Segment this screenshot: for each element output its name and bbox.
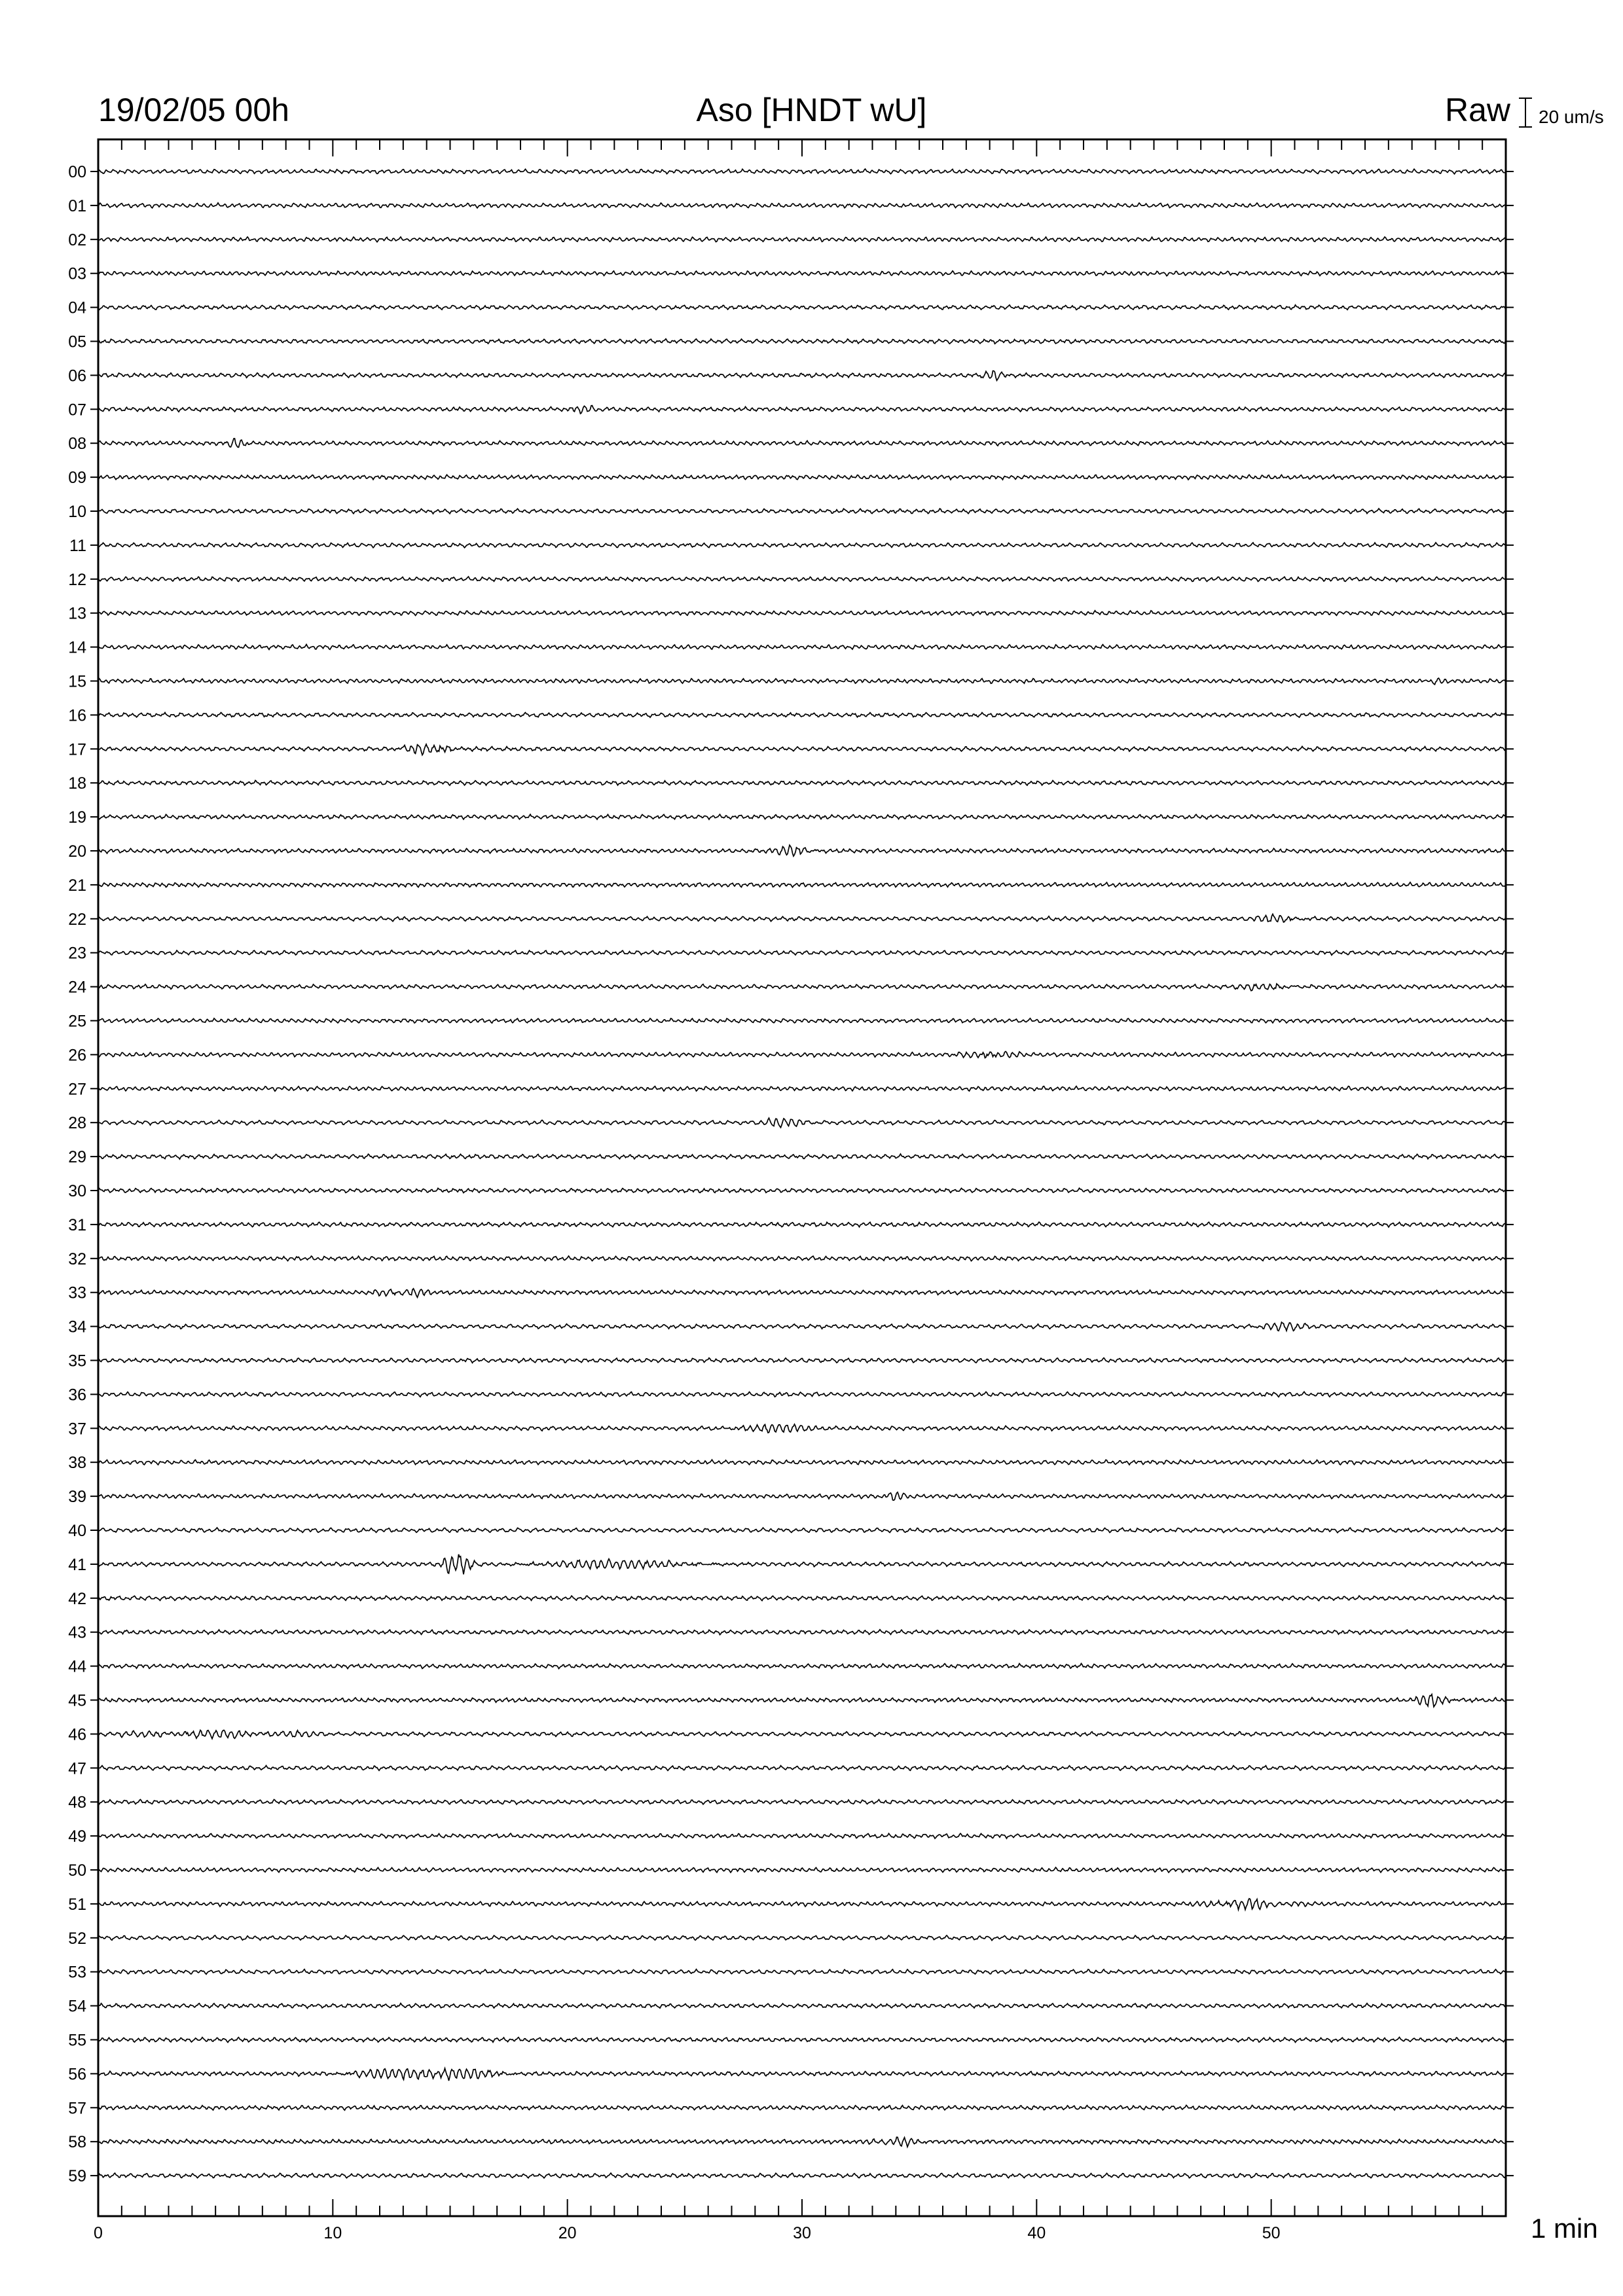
x-tick-label: 0: [94, 2224, 103, 2242]
trace-row-02: [98, 237, 1506, 242]
trace-row-54: [98, 2003, 1506, 2009]
scale-bar-label: 20 um/s: [1539, 107, 1604, 127]
trace-row-25: [98, 1018, 1506, 1023]
trace-row-10: [98, 509, 1506, 514]
trace-row-45: [98, 1695, 1506, 1707]
row-label: 25: [68, 1012, 86, 1031]
record-datetime: 19/02/05 00h: [98, 92, 289, 128]
row-label: 10: [68, 503, 86, 521]
x-axis-unit-label: 1 min: [1531, 2213, 1598, 2244]
mode-label: Raw: [1444, 92, 1510, 128]
row-label: 59: [68, 2167, 86, 2186]
trace-row-51: [98, 1899, 1506, 1910]
row-label-group: [68, 163, 1514, 2185]
trace-group: [98, 169, 1506, 2178]
trace-row-22: [98, 914, 1506, 922]
row-label: 31: [68, 1215, 86, 1234]
trace-row-24: [98, 984, 1506, 991]
trace-row-52: [98, 1935, 1506, 1941]
trace-row-07: [98, 406, 1506, 414]
row-label: 08: [68, 435, 86, 454]
trace-row-28: [98, 1118, 1506, 1128]
row-label: 09: [68, 469, 86, 488]
trace-row-26: [98, 1052, 1506, 1058]
row-label: 49: [68, 1827, 86, 1846]
trace-row-03: [98, 271, 1506, 276]
row-label: 38: [68, 1454, 86, 1473]
trace-row-09: [98, 475, 1506, 480]
trace-row-13: [98, 611, 1506, 616]
row-label: 43: [68, 1623, 86, 1642]
trace-row-53: [98, 1969, 1506, 1975]
row-label: 02: [68, 230, 86, 249]
x-tick-label: 50: [1262, 2224, 1281, 2242]
trace-row-41: [98, 1554, 1506, 1575]
row-label: 33: [68, 1283, 86, 1302]
trace-row-17: [98, 744, 1506, 755]
row-label: 55: [68, 2031, 86, 2050]
row-label: 47: [68, 1759, 86, 1778]
trace-row-00: [98, 169, 1506, 174]
trace-row-23: [98, 950, 1506, 956]
row-label: 06: [68, 367, 86, 386]
x-tick-label: 40: [1027, 2224, 1046, 2242]
trace-row-29: [98, 1154, 1506, 1159]
trace-row-43: [98, 1630, 1506, 1635]
trace-row-50: [98, 1867, 1506, 1873]
x-tick-label: 20: [558, 2224, 577, 2242]
trace-row-01: [98, 203, 1506, 208]
trace-row-46: [98, 1730, 1506, 1738]
row-label: 22: [68, 910, 86, 929]
row-label: 20: [68, 842, 86, 861]
row-label: 30: [68, 1182, 86, 1200]
trace-row-15: [98, 678, 1506, 685]
trace-row-42: [98, 1596, 1506, 1601]
row-label: 35: [68, 1352, 86, 1371]
trace-row-14: [98, 645, 1506, 650]
row-label: 21: [68, 876, 86, 895]
row-label: 54: [68, 1997, 86, 2016]
row-label: 18: [68, 774, 86, 793]
trace-row-21: [98, 882, 1506, 888]
row-label: 05: [68, 332, 86, 351]
row-label: 58: [68, 2133, 86, 2152]
row-label: 15: [68, 672, 86, 691]
row-label: 04: [68, 298, 86, 317]
trace-row-04: [98, 305, 1506, 310]
trace-row-57: [98, 2106, 1506, 2111]
row-label: 23: [68, 944, 86, 963]
row-label: 51: [68, 1895, 86, 1914]
trace-row-37: [98, 1424, 1506, 1433]
x-tick-label: 30: [793, 2224, 811, 2242]
trace-row-20: [98, 845, 1506, 856]
row-label: 17: [68, 740, 86, 759]
trace-row-30: [98, 1188, 1506, 1193]
trace-row-38: [98, 1460, 1506, 1465]
trace-row-40: [98, 1528, 1506, 1533]
trace-row-16: [98, 713, 1506, 718]
row-label: 57: [68, 2099, 86, 2118]
row-label: 32: [68, 1249, 86, 1268]
trace-row-56: [98, 2068, 1506, 2081]
row-label: 48: [68, 1793, 86, 1812]
trace-row-59: [98, 2173, 1506, 2178]
trace-row-48: [98, 1799, 1506, 1804]
station-title: Aso [HNDT wU]: [696, 92, 927, 128]
trace-row-55: [98, 2037, 1506, 2043]
x-axis: [94, 139, 1506, 2242]
row-label: 28: [68, 1114, 86, 1133]
trace-row-34: [98, 1322, 1506, 1331]
row-label: 34: [68, 1318, 86, 1336]
row-label: 36: [68, 1386, 86, 1405]
row-label: 14: [68, 638, 86, 657]
row-label: 24: [68, 978, 86, 997]
row-label: 39: [68, 1488, 86, 1507]
row-label: 03: [68, 264, 86, 283]
row-label: 16: [68, 706, 86, 725]
trace-row-27: [98, 1086, 1506, 1092]
row-label: 53: [68, 1963, 86, 1982]
trace-row-36: [98, 1391, 1506, 1397]
trace-row-33: [98, 1289, 1506, 1297]
trace-row-44: [98, 1664, 1506, 1669]
row-label: 37: [68, 1420, 86, 1439]
trace-row-58: [98, 2137, 1506, 2147]
trace-row-32: [98, 1256, 1506, 1261]
row-label: 11: [69, 536, 86, 555]
row-label: 45: [68, 1691, 86, 1710]
row-label: 40: [68, 1522, 86, 1540]
trace-row-35: [98, 1358, 1506, 1363]
row-label: 41: [68, 1555, 86, 1574]
trace-row-11: [98, 543, 1506, 548]
plot-frame: [98, 139, 1506, 2216]
row-label: 46: [68, 1725, 86, 1744]
row-label: 12: [68, 570, 86, 589]
trace-row-39: [98, 1492, 1506, 1500]
row-label: 19: [68, 808, 86, 827]
trace-row-08: [98, 439, 1506, 447]
row-label: 00: [68, 163, 86, 181]
trace-row-12: [98, 577, 1506, 582]
trace-row-19: [98, 814, 1506, 819]
row-label: 52: [68, 1929, 86, 1948]
trace-row-18: [98, 780, 1506, 785]
row-label: 42: [68, 1589, 86, 1608]
trace-row-47: [98, 1766, 1506, 1771]
row-label: 27: [68, 1080, 86, 1099]
trace-row-49: [98, 1833, 1506, 1839]
row-label: 50: [68, 1861, 86, 1880]
x-tick-label: 10: [323, 2224, 342, 2242]
trace-row-31: [98, 1222, 1506, 1227]
row-label: 26: [68, 1046, 86, 1065]
row-label: 56: [68, 2065, 86, 2084]
row-label: 13: [68, 604, 86, 623]
row-label: 44: [68, 1657, 86, 1676]
trace-row-06: [98, 371, 1506, 381]
trace-row-05: [98, 339, 1506, 344]
row-label: 29: [68, 1148, 86, 1167]
row-label: 01: [68, 196, 86, 215]
row-label: 07: [68, 401, 86, 420]
